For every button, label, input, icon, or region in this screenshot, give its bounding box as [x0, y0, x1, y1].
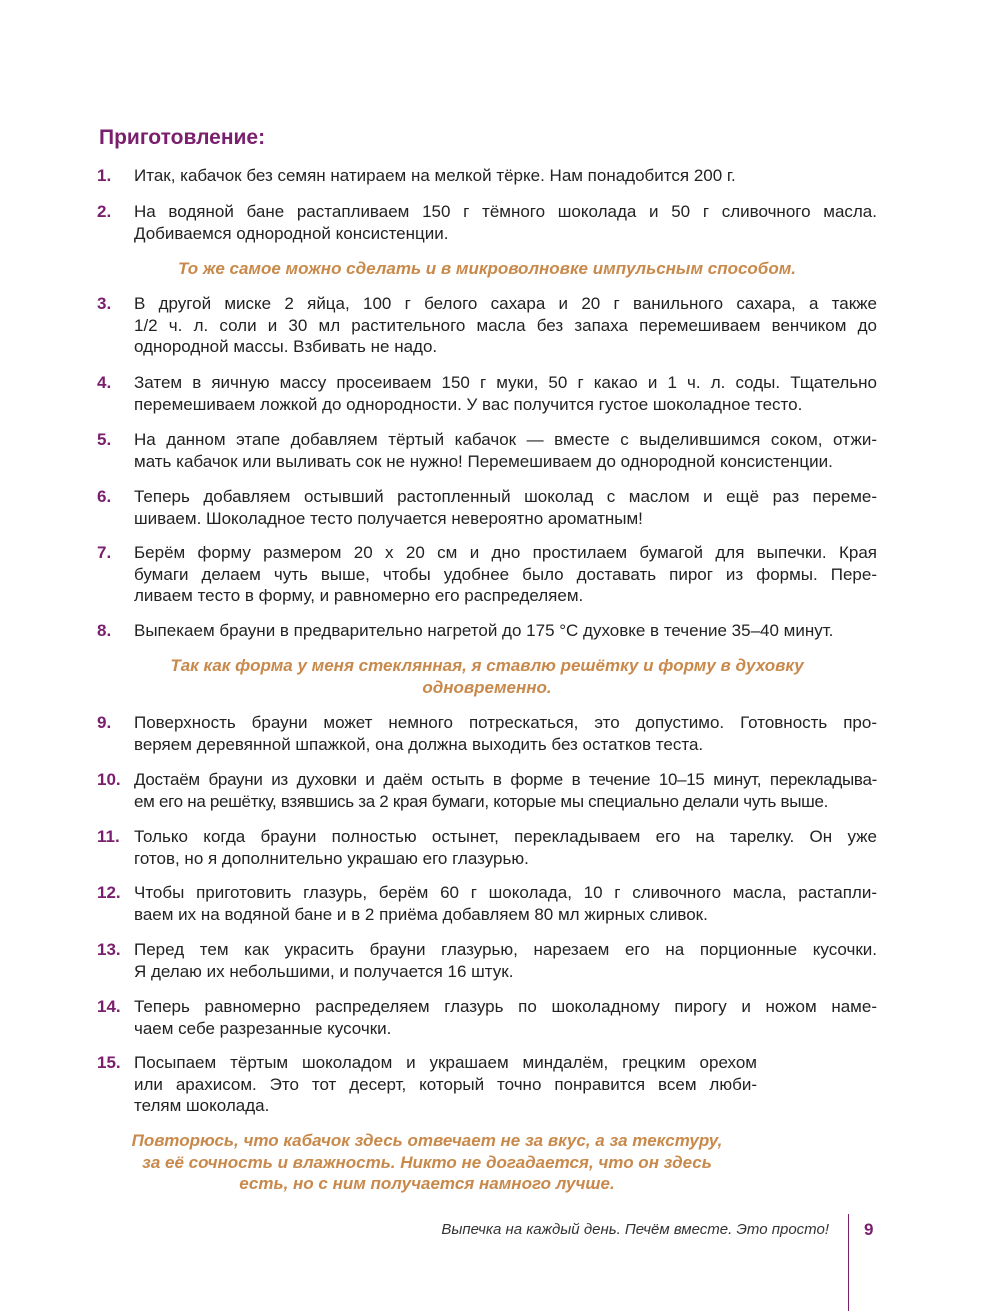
step-8 [97, 620, 877, 642]
step-text: Достаём брауни из духовки и даём остыть в форме в течение 10–15 минут, перекладыва- ем его на решётку, взявшись за 2 края бумаги, которые мы специально делали чуть выше. [134, 770, 877, 811]
step-number: 7. [97, 543, 112, 562]
step-11 [97, 826, 877, 869]
step-6 [97, 486, 877, 529]
step-12 [97, 882, 877, 925]
step-text: Теперь равномерно распределяем глазурь по шоколадному пирогу и ножом наме- чаем себе разрезанные кусочки. [134, 997, 877, 1038]
footer-book-title: Выпечка на каждый день. Печём вместе. Это просто! [441, 1221, 829, 1238]
step-number: 9. [97, 713, 112, 732]
step-text: Чтобы приготовить глазурь, берём 60 г шоколада, 10 г сливочного масла, растапли- ваем их на водяной бане и в 2 приёма добавляем 80 мл жирных сливок. [134, 883, 877, 924]
step-9 [97, 712, 877, 755]
step-text: Берём форму размером 20 х 20 см и дно простилаем бумагой для выпечки. Края бумаги делаем чуть выше, чтобы удобнее было доставать пирог из формы. Пере- ливаем тесто в форму, и равномерно его распределяем. [134, 543, 877, 605]
step-number: 11. [97, 827, 120, 846]
step-15 [97, 1052, 757, 1117]
step-number: 12. [97, 883, 121, 902]
step-text: Затем в яичную массу просеиваем 150 г муки, 50 г какао и 1 ч. л. соды. Тщательно перемешиваем ложкой до однородности. У вас получится густое шоколадное тесто. [134, 373, 877, 414]
step-4 [97, 372, 877, 415]
step-number: 10. [97, 770, 121, 789]
step-number: 3. [97, 294, 112, 313]
step-text: Итак, кабачок без семян натираем на мелкой тёрке. Нам понадобится 200 г. [134, 166, 736, 185]
tip-note: Так как форма у меня стеклянная, я ставлю решётку и форму в духовку одновременно. [170, 656, 804, 697]
step-text: Только когда брауни полностью остынет, перекладываем его на тарелку. Он уже готов, но я дополнительно украшаю его глазурью. [134, 827, 877, 868]
step-text: Теперь добавляем остывший растопленный шоколад с маслом и ещё раз переме- шиваем. Шоколадное тесто получается невероятно ароматным! [134, 487, 877, 528]
step-text: Поверхность брауни может немного потрескаться, это допустимо. Готовность про- веряем деревянной шпажкой, она должна выходить без остатков теста. [134, 713, 877, 754]
step-number: 4. [97, 373, 112, 392]
step-text: На водяной бане растапливаем 150 г тёмного шоколада и 50 г сливочного масла. Добиваемся однородной консистенции. [134, 202, 877, 243]
step-text: Выпекаем брауни в предварительно нагретой до 175 °С духовке в течение 35–40 минут. [134, 621, 834, 640]
step-7 [97, 542, 877, 607]
step-13 [97, 939, 877, 982]
step-number: 14. [97, 997, 121, 1016]
step-number: 1. [97, 166, 112, 185]
step-number: 13. [97, 940, 121, 959]
step-1 [97, 165, 877, 187]
footer-divider [848, 1214, 849, 1311]
step-number: 8. [97, 621, 112, 640]
step-number: 5. [97, 430, 112, 449]
step-2 [97, 201, 877, 244]
step-number: 6. [97, 487, 112, 506]
step-number: 2. [97, 202, 112, 221]
step-text: На данном этапе добавляем тёртый кабачок — вместе с выделившимся соком, отжи- мать кабачок или выливать сок не нужно! Перемешиваем до однородной консистенции. [134, 430, 877, 471]
step-text: Перед тем как украсить брауни глазурью, нарезаем его на порционные кусочки. Я делаю их небольшими, и получается 16 штук. [134, 940, 877, 981]
step-3 [97, 293, 877, 358]
step-10 [97, 769, 877, 812]
closing-note: Повторюсь, что кабачок здесь отвечает не за вкус, а за текстуру, за её сочность и влажность. Никто не догадается, что он здесь есть, но с ним получается намного лучше. [131, 1131, 723, 1193]
step-5 [97, 429, 877, 472]
page-number: 9 [864, 1220, 874, 1239]
tip-note: То же самое можно сделать и в микроволновке импульсным способом. [177, 259, 797, 278]
step-text: Посыпаем тёртым шоколадом и украшаем миндалём, грецким орехом или арахисом. Это тот десерт, который точно понравится всем люби- телям шоколада. [134, 1053, 757, 1115]
step-text: В другой миске 2 яйца, 100 г белого сахара и 20 г ванильного сахара, а также 1/2 ч. л. соли и 30 мл растительного масла без запаха перемешиваем венчиком до однородной массы. Взбивать не надо. [134, 294, 877, 356]
section-heading: Приготовление: [99, 126, 266, 149]
step-14 [97, 996, 877, 1039]
step-number: 15. [97, 1053, 121, 1072]
